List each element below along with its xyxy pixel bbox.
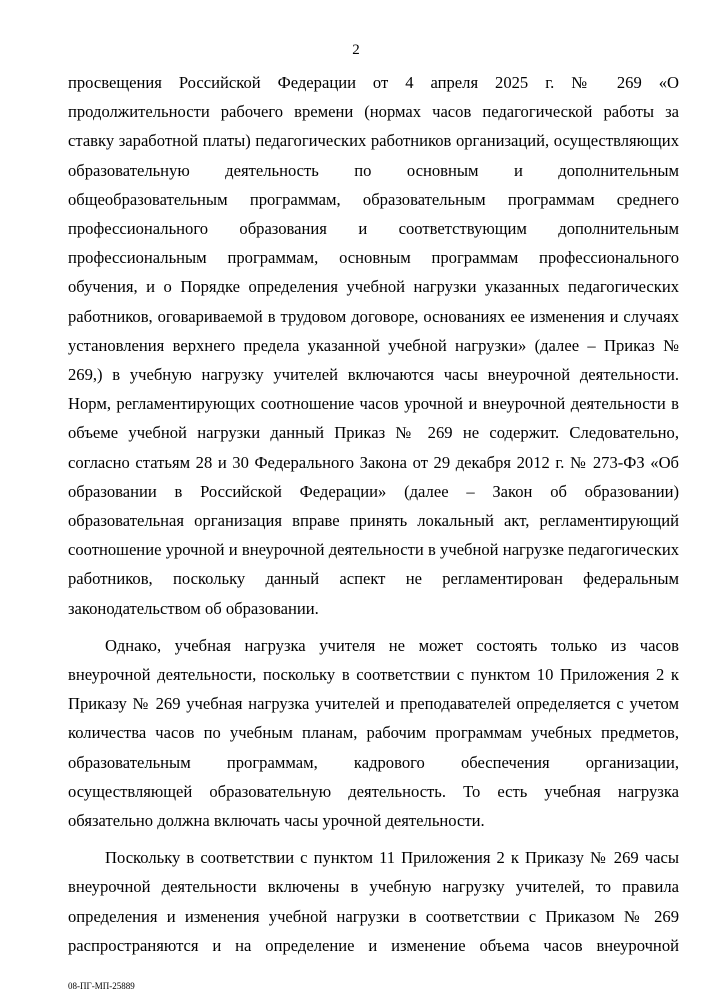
page-number: 2 bbox=[352, 42, 360, 58]
paragraph-1: просвещения Российской Федерации от 4 апреля 2025 г. № 269 «О продолжительности рабочего времени (нормах часов педагогической работы за ставку заработной платы) педагогических работников организаций, осуществляющих образовательную деятельность по основным и дополнительным общеобразовательным программам, образовательным программам среднего профессионального образования и соответствующим дополнительным профессиональным программам, основным программам профессионального обучения, и о Порядке определения учебной нагрузки указанных педагогических работников, оговариваемой в трудовом договоре, основаниях ее изменения и случаях установления верхнего предела указанной учебной нагрузки» (далее – Приказ № 269,) в учебную нагрузку учителей включаются часы внеурочной деятельности. Норм, регламентирующих соотношение часов урочной и внеурочной деятельности в объеме учебной нагрузки данный Приказ № 269 не содержит. Следовательно, согласно статьям 28 и 30 Федерального Закона от 29 декабря 2012 г. № 273-ФЗ «Об образовании в Российской Федерации» (далее – Закон об образовании) образовательная организация вправе принять локальный акт, регламентирующий соотношение урочной и внеурочной деятельности в учебной нагрузке педагогических работников, поскольку данный аспект не регламентирован федеральным законодательством об образовании. bbox=[68, 73, 679, 618]
paragraph-3: Поскольку в соответствии с пунктом 11 Приложения 2 к Приказу № 269 часы внеурочной деятельности включены в учебную нагрузку учителей, то правила определения и изменения учебной нагрузки в соответствии с Приказом № 269 распространяются и на определение и изменение объема часов внеурочной bbox=[68, 848, 679, 955]
document-code: 08-ПГ-МП-25889 bbox=[68, 981, 135, 991]
paragraph-2: Однако, учебная нагрузка учителя не может состоять только из часов внеурочной деятельности, поскольку в соответствии с пунктом 10 Приложения 2 к Приказу № 269 учебная нагрузка учителей и преподавателей определяется с учетом количества часов по учебным планам, рабочим программам учебных предметов, образовательным программам, кадрового обеспечения организации, осуществляющей образовательную деятельность. То есть учебная нагрузка обязательно должна включать часы урочной деятельности. bbox=[68, 635, 679, 831]
document-body bbox=[68, 68, 679, 960]
